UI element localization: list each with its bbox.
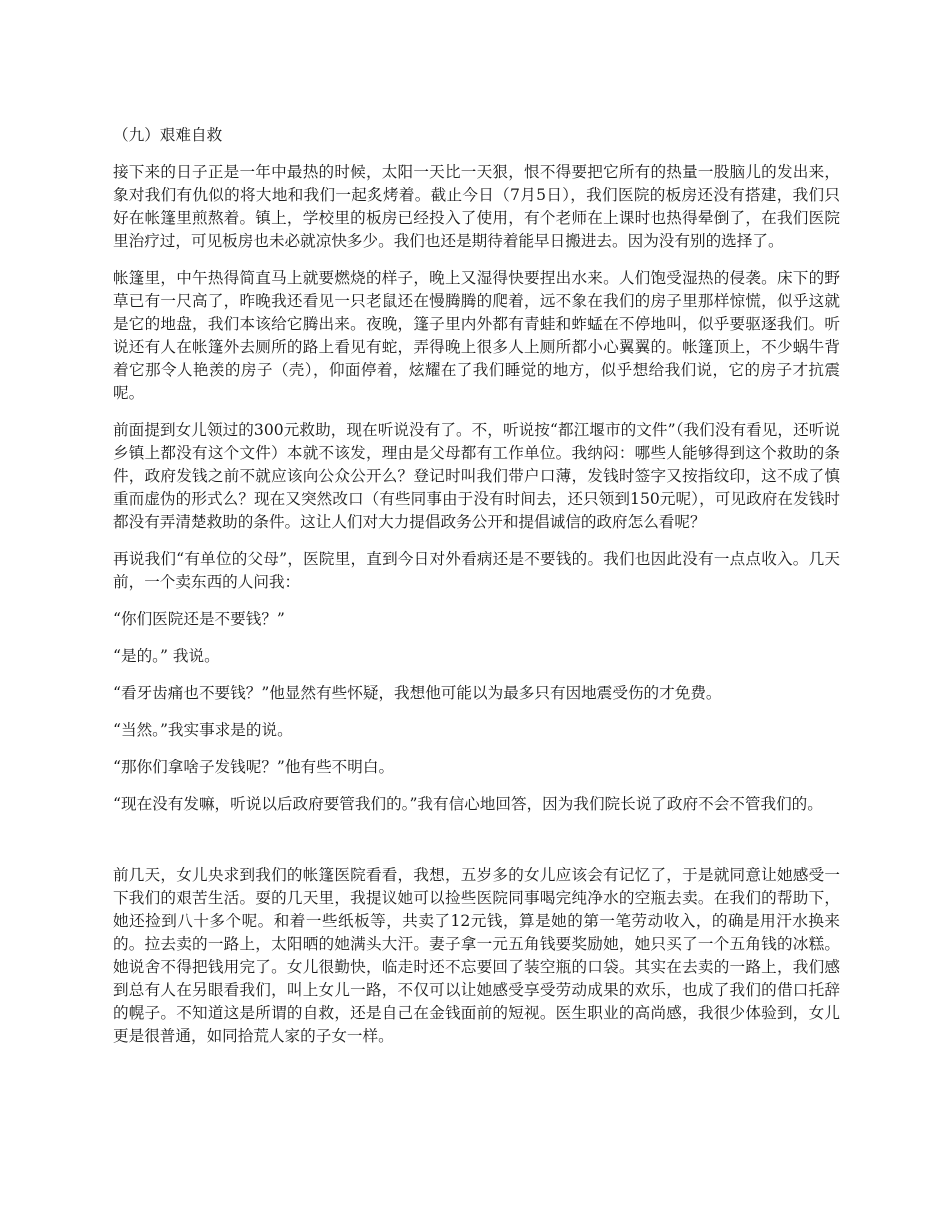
dialogue-line-4: “当然。”我实事求是的说。 [113, 721, 293, 739]
document-body [113, 124, 840, 1062]
section-title: （九）艰难自救 [113, 126, 223, 144]
paragraph-3: 前面提到女儿领过的300元救助，现在听说没有了。不，听说按“都江堰市的文件”（我们没有看见，还听说乡镇上都没有这个文件）本就不该发，理由是父母都有工作单位。我纳闷：哪些人能够得到这个救助的条件，政府发钱之前不就应该向公众公开么？登记时叫我们带户口薄，发钱时签字又按指纹印，这不成了慎重而虚伪的形式么？现在又突然改口（有些同事由于没有时间去，还只领到150元呢），可见政府在发钱时都没有弄清楚救助的条件。这让人们对大力提倡政务公开和提倡诚信的政府怎么看呢？ [113, 421, 840, 531]
dialogue-line-3: “看牙齿痛也不要钱？”他显然有些怀疑，我想他可能以为最多只有因地震受伤的才免费。 [113, 684, 722, 702]
paragraph-1: 接下来的日子正是一年中最热的时候，太阳一天比一天狠，恨不得要把它所有的热量一股脑儿的发出来，象对我们有仇似的将大地和我们一起炙烤着。截止今日（7月5日），我们医院的板房还没有搭建，我们只好在帐篷里煎熬着。镇上，学校里的板房已经投入了使用，有个老师在上课时也热得晕倒了，在我们医院里治疗过，可见板房也未必就凉快多少。我们也还是期待着能早日搬进去。因为没有别的选择了。 [113, 163, 840, 250]
paragraph-2: 帐篷里，中午热得简直马上就要燃烧的样子，晚上又湿得快要捏出水来。人们饱受湿热的侵袭。床下的野草已有一尺高了，昨晚我还看见一只老鼠还在慢腾腾的爬着，远不象在我们的房子里那样惊慌，似乎这就是它的地盘，我们本该给它腾出来。夜晚，篷子里内外都有青蛙和蚱蜢在不停地叫，似乎要驱逐我们。听说还有人在帐篷外去厕所的路上看见有蛇，弄得晚上很多人上厕所都小心翼翼的。帐篷顶上，不少蜗牛背着它那令人艳羡的房子（壳），仰面停着，炫耀在了我们睡觉的地方，似乎想给我们说，它的房子才抗震呢。 [113, 269, 840, 402]
paragraph-4: 再说我们“有单位的父母”，医院里，直到今日对外看病还是不要钱的。我们也因此没有一点点收入。几天前，一个卖东西的人问我： [113, 550, 840, 591]
final-paragraph: 前几天，女儿央求到我们的帐篷医院看看，我想，五岁多的女儿应该会有记忆了，于是就同意让她感受一下我们的艰苦生活。耍的几天里，我提议她可以捡些医院同事喝完纯净水的空瓶去卖。在我们的帮助下，她还捡到八十多个呢。和着一些纸板等，共卖了12元钱，算是她的第一笔劳动收入，的确是用汗水换来的。拉去卖的一路上，太阳晒的她满头大汗。妻子拿一元五角钱要奖励她，她只买了一个五角钱的冰糕。她说舍不得把钱用完了。女儿很勤快，临走时还不忘要回了装空瓶的口袋。其实在去卖的一路上，我们感到总有人在另眼看我们，叫上女儿一路，不仅可以让她感受享受劳动成果的欢乐，也成了我们的借口托辞的幌子。不知道这是所谓的自救，还是自己在金钱面前的短视。医生职业的高尚感，我很少体验到，女儿更是很普通，如同拾荒人家的子女一样。 [113, 866, 840, 1045]
section-gap [113, 830, 840, 864]
dialogue-line-2: “是的。” 我说。 [113, 647, 220, 665]
dialogue-line-1: “你们医院还是不要钱？” [113, 610, 285, 628]
dialogue-line-6: “现在没有发嘛，听说以后政府要管我们的。”我有信心地回答，因为我们院长说了政府不会不管我们的。 [113, 795, 823, 813]
dialogue-line-5: “那你们拿啥子发钱呢？”他有些不明白。 [113, 758, 395, 776]
